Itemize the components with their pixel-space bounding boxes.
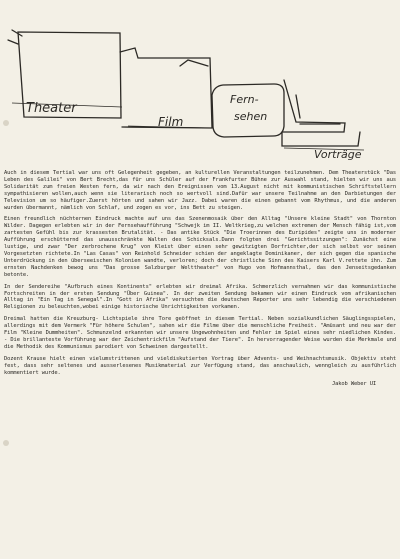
header-fernsehen-label-2: sehen	[234, 110, 268, 123]
header-vortraege-label: Vorträge	[314, 148, 362, 161]
header-fernsehen-label-1: Fern-	[230, 93, 259, 106]
paragraph-film: Dreimal hatten die Kreuzburg- Lichtspiele ihre Tore geöffnet in diesem Tertial. Neben sozialkundlichen Säuglingsspielen, allerdings mit dem Vermerk "Für höhere Schulen", sahen wir die Filme über die menschliche Freiheit. "Amüsant und neu war der Film "Kleine Dummheiten". Schmunzelnd erkannten wir unsere Ungewohnheiten und Fehler im Spiel eines sehr niedlichen Kindes. - Die brillanteste Vorführung war der Zeichentrickfilm "Aufstand der Tiere". In hervorragender Weise wurden die Merkmale und die Methodik des Kommunismus parodiert von Schweinen dargestellt.	[4, 316, 396, 350]
lecture-desk-drawing	[282, 132, 360, 146]
hand-drawn-header	[0, 0, 400, 170]
paragraph-africa-series: In der Sendereihe "Aufbruch eines Kontinents" erlebten wir dreimal Afrika. Schmerzlich vernahmen wir das kommunistische Fortschreiten in der ersten Sendung "Über Guinea". In der zweiten Sendung bekamen wir einen Eindruck vom afrikanischen Alltag in "Ein Tag in Senegal".In "Gott in Afrika" versuchten die deutschen Reporter uns sehr lebendig die verschiedenen Religionen zu beleuchten,wobei einige historische Unrichtigkeiten vorkamen.	[4, 283, 396, 311]
paragraph-lecture: Dozent Krause hielt einen vielumstrittenen und vieldiskutierten Vortrag über Advents- und Weihnachtsmusik. Objektiv steht fest, dass sehr seltenes und ausserlesenes Musikmaterial zur Verfügung stand, das anschaulich, wenngleich zu ausführlich kommentiert wurde.	[4, 355, 396, 376]
header-theater-label: Theater	[26, 101, 77, 116]
paragraph-television: Einen freundlich nüchternen Eindruck machte auf uns das Szenenmosaik über den Alltag "Unsere kleine Stadt" von Thornton Wilder. Dagegen erlebten wir in der Fernsehaufführung "Schwejk im II. Weltkrieg,zu welchen extremen der Mensch fähig ist,vom zartesten Gefühl bis zur krassesten Brutalität. - Das antike Stück "Die Troerinnen des Euripides" zeigte uns in moderner Aufführung erschütternd das unausschränkte Walten des Schicksals.Dann folgten drei "Gerichtssitzungen": Zunächst eine lustige, und zwar "Der zerbrochene Krug" von Kleist über einen sehr gewitzigten Dorfrichter,der sich selbst vor seinen Vorgesetzten richtete.In "Las Casas" von Reinhold Schneider schien der angeklagte Dominikaner, der sich gegen die spanische Unterdrückung in den überseeischen Kolonien wandte, verloren; doch der christliche Sinn des Kaisers Karl V.rettete ihn. Zum ernsten Nachdenken bewog uns "Das grosse Salzburger Welttheater" von Hugo von Hofmannsthal, das den Jenseitsgedanken betonte.	[4, 216, 396, 278]
author-signature: Jakob Weber UI	[331, 381, 376, 388]
header-film-label: Film	[158, 115, 184, 129]
punch-hole	[3, 440, 9, 446]
paragraph-theater: Auch in diesem Tertial war uns oft Gelegenheit gegeben, an kulturellen Veranstaltungen teilzunehmen. Dem Theaterstück "Das Leben des Galilei" von Bert Brecht,das für uns Schüler auf der Frankfurter Bühne zur Auswahl stand, hielten wir uns aus Solidarität zum freien Westen fern, da wir nach den Ereignissen vom 13.August nicht mit kommunistischen Schriftstellern sympathisieren wollen,auch wenn sie literarisch noch so wertvoll sind.Dafür war unsere Teilnahme an den Darbietungen der Television um so häufiger.Zuerst hörten und sahen wir Jazz. Dabei waren die einen gebannt vom Rhythmus, und die anderen wurden übermannt, nämlich von Schlaf, und zogen es vor, ins Bett zu steigen.	[4, 170, 396, 211]
report-body	[4, 170, 396, 388]
